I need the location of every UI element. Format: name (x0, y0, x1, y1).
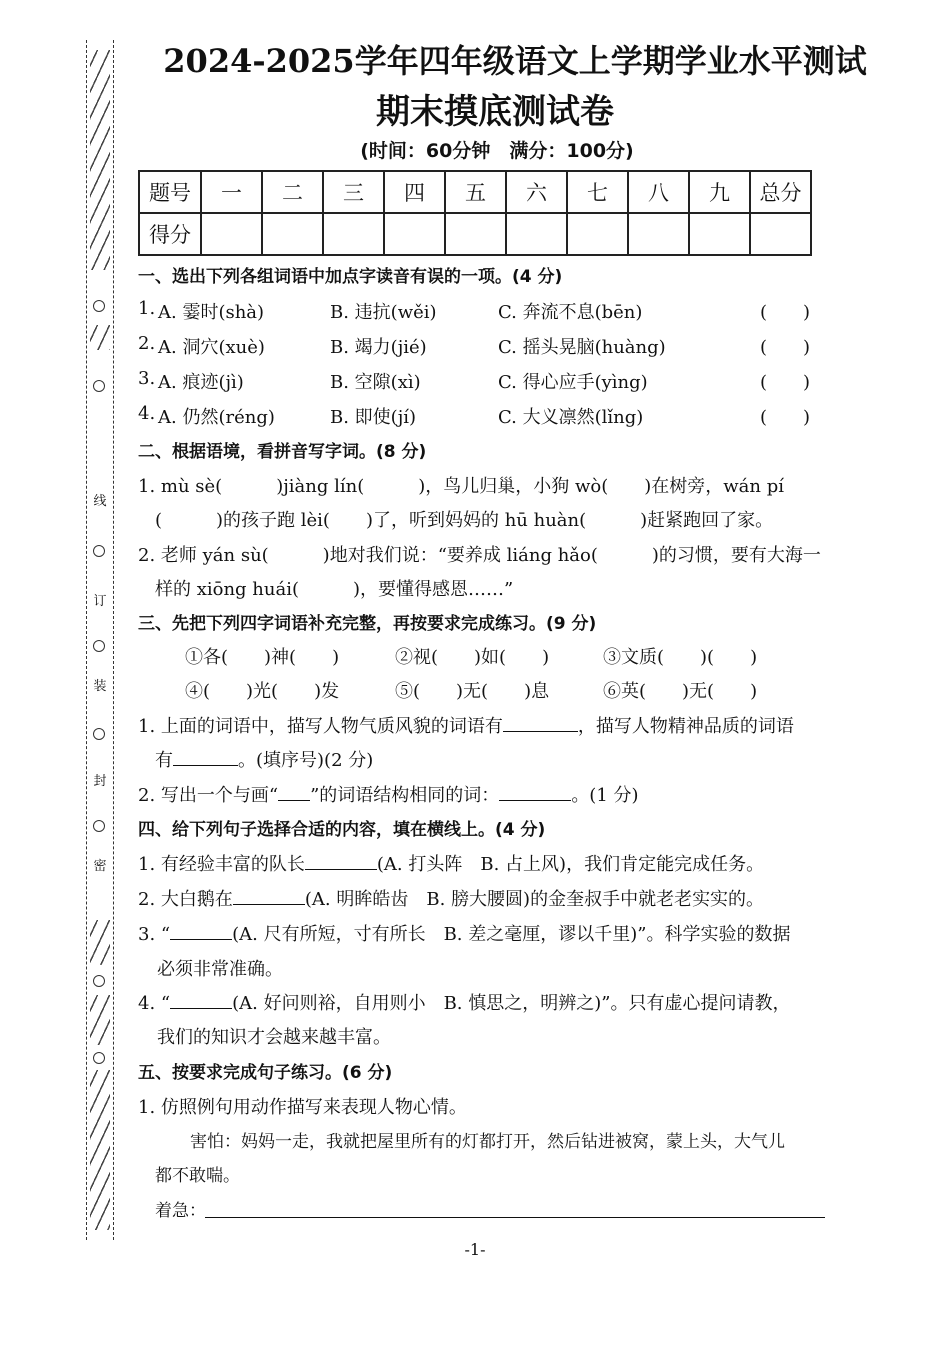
s1-item-2-b: B. 竭力(jié) (330, 337, 427, 358)
s1-item-4-b: B. 即使(jí) (330, 407, 417, 428)
s5-question-1: 1. 仿照例句用动作描写来表现人物心情。 (138, 1097, 467, 1118)
s5-example-line-1: 害怕：妈妈一走，我就把屋里所有的灯都打开，然后钻进被窝，蒙上头，大气儿 (190, 1132, 785, 1152)
score-cell[interactable] (567, 213, 628, 255)
s1-answer-paren[interactable]: ( ) (760, 337, 811, 358)
binding-hole (93, 975, 105, 987)
score-cell[interactable] (445, 213, 506, 255)
s1-item-2-num: 2. (138, 333, 156, 354)
answer-blank[interactable] (170, 990, 232, 1009)
s4-i4-text-b: (A. 好问则裕，自用则小 B. 慎思之，明辨之)”。只有虚心提问请教， (232, 993, 791, 1014)
binding-char: 装 (93, 679, 107, 694)
answer-blank[interactable] (499, 782, 571, 801)
exam-subtitle: 期末摸底测试卷 (376, 92, 614, 132)
answer-blank (278, 782, 310, 801)
score-header-cell: 九 (689, 171, 750, 213)
s1-item-3-c: C. 得心应手(yìng) (498, 372, 648, 393)
score-header-cell: 五 (445, 171, 506, 213)
score-header-cell: 四 (384, 171, 445, 213)
score-cell[interactable] (689, 213, 750, 255)
score-cell[interactable] (506, 213, 567, 255)
score-table-score-row (139, 213, 811, 255)
answer-blank[interactable] (305, 851, 377, 870)
s2-line-2: ( )的孩子跑 lèi( )了，听到妈妈的 hū huàn( )赶紧跑回了家。 (155, 510, 774, 531)
page-number: -1- (464, 1240, 486, 1259)
binding-char: 封 (93, 774, 107, 789)
score-table (138, 170, 812, 256)
s3-idiom-4: ④( )光( )发 (185, 681, 340, 702)
s4-i1-text-a: 1. 有经验丰富的队长 (138, 854, 305, 875)
s3-question-2 (138, 781, 639, 807)
score-header-cell: 七 (567, 171, 628, 213)
answer-blank[interactable] (233, 886, 305, 905)
s4-i2-text-b: (A. 明眸皓齿 B. 膀大腰圆)的金奎叔手中就老老实实的。 (304, 889, 765, 910)
s4-i4-text-a: 4. “ (138, 993, 171, 1014)
score-header-cell: 一 (201, 171, 262, 213)
s2-line-1: 1. mù sè( )jiàng lín( )，鸟儿归巢，小狗 wò( )在树旁，wán pí (138, 476, 785, 497)
score-header-cell: 三 (323, 171, 384, 213)
score-header-cell: 六 (506, 171, 567, 213)
section-1-heading: 一、选出下列各组词语中加点字读音有误的一项。(4 分) (138, 267, 563, 287)
s1-item-4-a: A. 仍然(réng) (158, 407, 275, 428)
s4-item-2 (138, 885, 764, 911)
binding-hole (93, 545, 105, 557)
binding-hole (93, 380, 105, 392)
s4-i3-text-b: (A. 尺有所短，寸有所长 B. 差之毫厘，谬以千里)”。科学实验的数据 (232, 924, 791, 945)
score-cell[interactable] (201, 213, 262, 255)
answer-blank[interactable] (173, 747, 238, 766)
binding-hatch (90, 1070, 110, 1230)
s4-item-4-cont: 我们的知识才会越来越丰富。 (157, 1027, 391, 1048)
s4-i1-text-b: (A. 打头阵 B. 占上风)，我们肯定能完成任务。 (376, 854, 765, 875)
binding-hole (93, 640, 105, 652)
s3-idiom-6: ⑥英( )无( ) (603, 681, 758, 702)
score-row-label: 得分 (139, 213, 201, 255)
s1-item-1-c: C. 奔流不息(bēn) (498, 302, 643, 323)
score-cell[interactable] (628, 213, 689, 255)
s3-idiom-1: ①各( )神( ) (185, 647, 340, 668)
s1-item-3-num: 3. (138, 368, 156, 389)
s1-item-3-b: B. 空隙(xì) (330, 372, 421, 393)
binding-hole (93, 728, 105, 740)
s4-i3-text-a: 3. “ (138, 924, 171, 945)
section-2-heading: 二、根据语境，看拼音写字词。(8 分) (138, 442, 427, 462)
s1-item-1-b: B. 违抗(wěi) (330, 302, 437, 323)
s1-item-2-c: C. 摇头晃脑(huàng) (498, 337, 666, 358)
s1-item-4-c: C. 大义凛然(lǐng) (498, 407, 644, 428)
score-cell[interactable] (262, 213, 323, 255)
s1-answer-paren[interactable]: ( ) (760, 302, 811, 323)
s3-q1-text-b: ，描写人物精神品质的词语 (577, 716, 794, 737)
s2-line-4: 样的 xiōng huái( )，要懂得感恩……” (155, 579, 514, 600)
binding-hole (93, 1052, 105, 1064)
binding-hole (93, 300, 105, 312)
section-4-heading: 四、给下列句子选择合适的内容，填在横线上。(4 分) (138, 820, 546, 840)
score-cell[interactable] (384, 213, 445, 255)
s4-item-4 (138, 989, 790, 1015)
score-cell[interactable] (323, 213, 384, 255)
s3-question-1-cont (155, 746, 373, 772)
binding-strip (86, 40, 114, 1240)
s3-idiom-5: ⑤( )无( )息 (395, 681, 550, 702)
exam-title: 2024-2025学年四年级语文上学期学业水平测试 (163, 42, 867, 80)
answer-line[interactable] (205, 1217, 825, 1218)
exam-meta: (时间：60分钟 满分：100分) (360, 140, 634, 162)
s4-i2-text-a: 2. 大白鹅在 (138, 889, 233, 910)
s1-item-1-a: A. 霎时(shà) (158, 302, 265, 323)
binding-hatch (90, 995, 110, 1045)
binding-char: 密 (93, 859, 107, 874)
s1-answer-paren[interactable]: ( ) (760, 372, 811, 393)
s1-item-4-num: 4. (138, 403, 156, 424)
s3-q1-text-a: 1. 上面的词语中，描写人物气质风貌的词语有 (138, 716, 503, 737)
binding-char: 订 (93, 594, 107, 609)
s5-answer-label: 着急： (155, 1201, 206, 1221)
s3-q1-text-d: 。(填序号)(2 分) (238, 750, 374, 771)
s4-item-3 (138, 920, 790, 946)
score-table-header-row (139, 171, 811, 213)
binding-hole (93, 820, 105, 832)
binding-hatch (90, 920, 110, 965)
s1-answer-paren[interactable]: ( ) (760, 407, 811, 428)
binding-char: 线 (93, 494, 107, 509)
s4-item-1 (138, 850, 764, 876)
s5-example-line-2: 都不敢喘。 (155, 1166, 240, 1186)
score-header-cell: 题号 (139, 171, 201, 213)
section-5-heading: 五、按要求完成句子练习。(6 分) (138, 1063, 393, 1083)
s3-q1-text-c: 有 (155, 750, 173, 771)
s3-question-1 (138, 712, 794, 738)
s3-q2-text-b: ”的词语结构相同的词： (310, 785, 500, 806)
s4-item-3-cont: 必须非常准确。 (157, 959, 283, 980)
answer-blank[interactable] (503, 713, 578, 732)
s2-line-3: 2. 老师 yán sù( )地对我们说：“要养成 liáng hǎo( )的习惯，要有大海一 (138, 545, 821, 566)
score-header-cell: 八 (628, 171, 689, 213)
s1-item-1-num: 1. (138, 298, 156, 319)
s3-idiom-3: ③文质( )( ) (603, 647, 758, 668)
score-cell[interactable] (750, 213, 811, 255)
answer-blank[interactable] (170, 921, 232, 940)
score-header-cell: 总分 (750, 171, 811, 213)
s3-q2-text-a: 2. 写出一个与画“ (138, 785, 279, 806)
s1-item-3-a: A. 痕迹(jì) (158, 372, 244, 393)
score-header-cell: 二 (262, 171, 323, 213)
s3-idiom-2: ②视( )如( ) (395, 647, 550, 668)
s1-item-2-a: A. 洞穴(xuè) (158, 337, 265, 358)
section-3-heading: 三、先把下列四字词语补充完整，再按要求完成练习。(9 分) (138, 614, 597, 634)
s3-q2-text-c: 。(1 分) (571, 785, 639, 806)
binding-hatch (90, 325, 110, 350)
